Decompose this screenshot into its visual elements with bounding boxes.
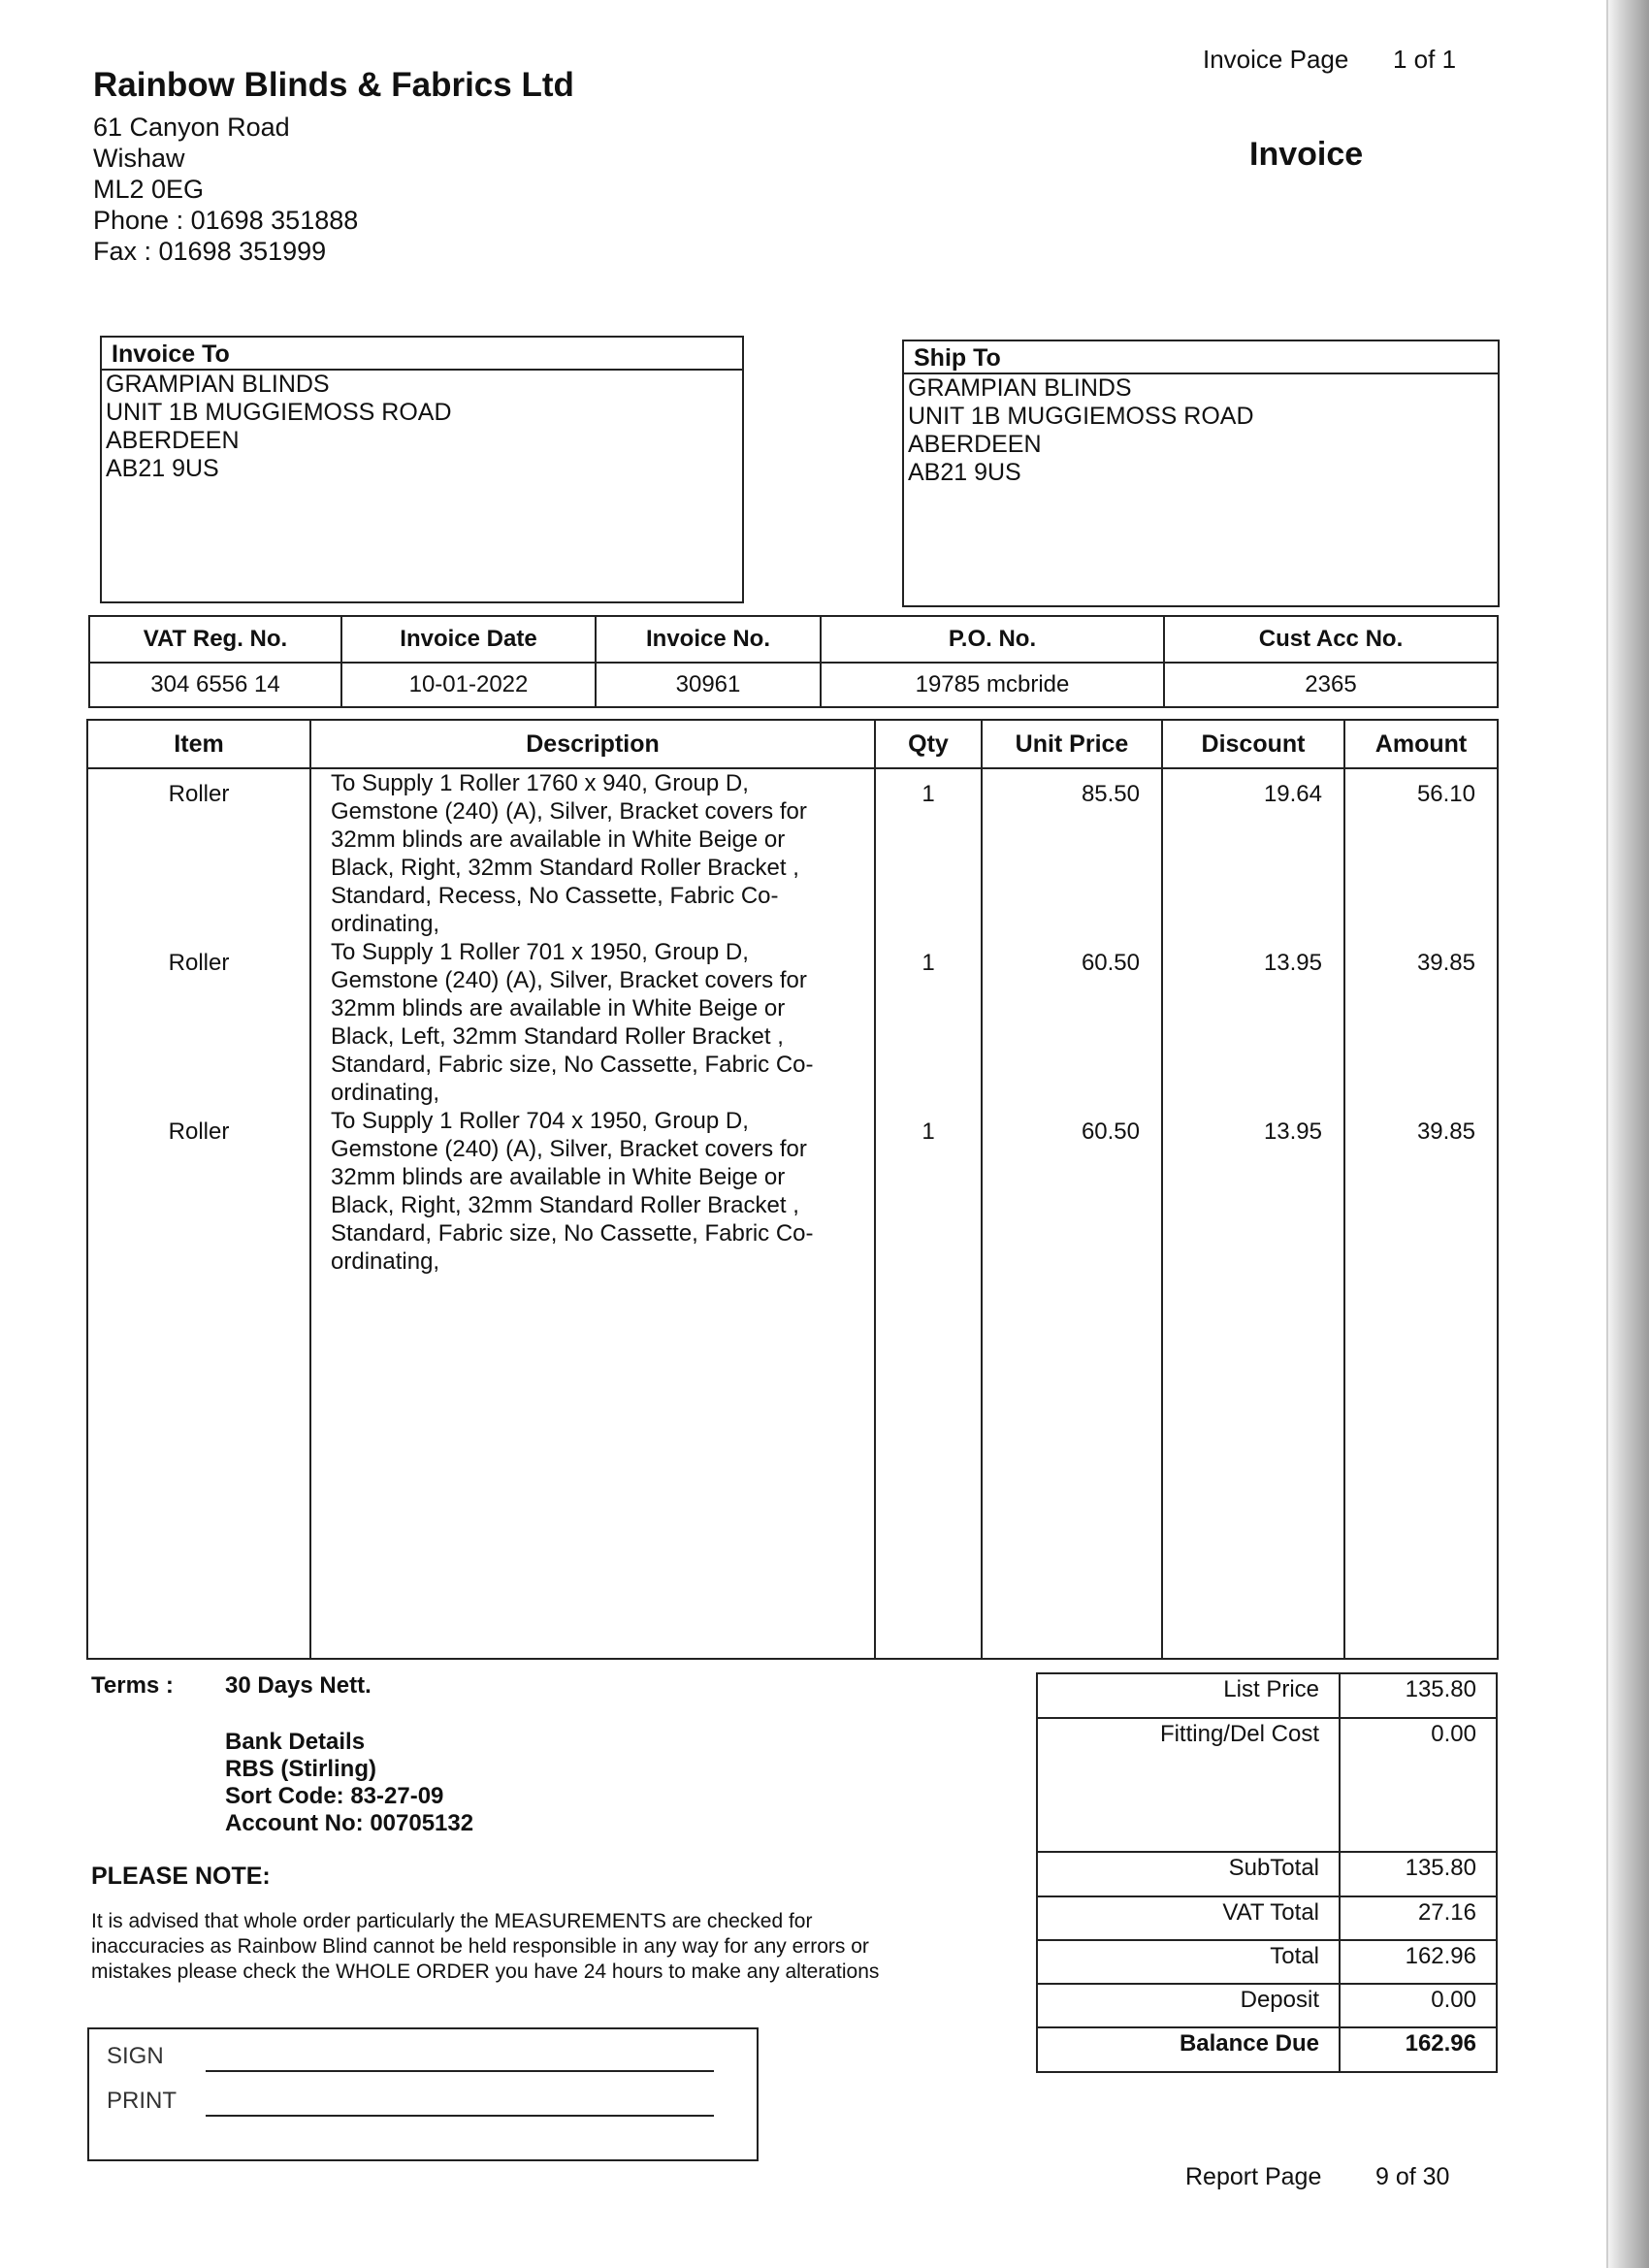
description-line: To Supply 1 Roller 704 x 1950, Group D, (331, 1108, 749, 1134)
cust-acc-value: 2365 (1164, 663, 1498, 707)
invoice-date-header: Invoice Date (341, 616, 596, 663)
vat-total-label: VAT Total (1037, 1896, 1340, 1940)
balance-due-label: Balance Due (1037, 2027, 1340, 2072)
qty-cell: 1 (875, 938, 982, 1107)
description-column-header: Description (310, 720, 875, 768)
fitting-cost-label: Fitting/Del Cost (1037, 1718, 1340, 1852)
ship-to-box (902, 340, 1500, 607)
document-title: Invoice (1249, 136, 1364, 173)
company-name: Rainbow Blinds & Fabrics Ltd (93, 66, 574, 104)
description-line: 32mm blinds are available in White Beige or (331, 1164, 786, 1190)
deposit-label: Deposit (1037, 1984, 1340, 2027)
totals-row (1037, 1940, 1497, 1984)
company-address-line: ML2 0EG (93, 175, 205, 204)
description-line: 32mm blinds are available in White Beige or (331, 995, 786, 1021)
terms-value: 30 Days Nett. (225, 1672, 372, 1699)
ship-to-line: GRAMPIAN BLINDS (908, 374, 1132, 402)
ship-to-heading: Ship To (904, 341, 1498, 374)
amount-cell: 39.85 (1344, 938, 1498, 1107)
note-line: mistakes please check the WHOLE ORDER you have 24 hours to make any alterations (91, 1960, 880, 1983)
description-line: Gemstone (240) (A), Silver, Bracket covers for (331, 798, 807, 825)
bank-account-no: Account No: 00705132 (225, 1810, 474, 1836)
report-page-number: 9 of 30 (1375, 2163, 1450, 2190)
invoice-to-line: UNIT 1B MUGGIEMOSS ROAD (106, 399, 452, 426)
sign-box (87, 2027, 759, 2161)
vat-reg-value: 304 6556 14 (89, 663, 341, 707)
totals-row (1037, 1718, 1497, 1852)
description-line: 32mm blinds are available in White Beige or (331, 826, 786, 853)
vat-total-value: 27.16 (1340, 1896, 1497, 1940)
po-no-header: P.O. No. (821, 616, 1164, 663)
invoice-to-box (100, 336, 744, 603)
amount-cell: 56.10 (1344, 768, 1498, 938)
description-line: Black, Right, 32mm Standard Roller Bracket , (331, 1192, 799, 1218)
terms-label: Terms : (91, 1672, 174, 1699)
item-cell: Roller (87, 768, 310, 938)
ship-to-line: AB21 9US (908, 459, 1021, 486)
company-address-line: 61 Canyon Road (93, 113, 290, 142)
note-line: inaccuracies as Rainbow Blind cannot be held responsible in any way for any errors or (91, 1935, 869, 1958)
page-number: 1 of 1 (1393, 45, 1457, 74)
totals-row (1037, 2027, 1497, 2072)
scan-edge-shadow (1608, 0, 1649, 2268)
page-label: Invoice Page (1203, 45, 1349, 74)
qty-cell: 1 (875, 1107, 982, 1276)
description-cell (310, 768, 875, 938)
table-row (87, 938, 1498, 1107)
bank-details-heading: Bank Details (225, 1729, 366, 1755)
company-address-line: Wishaw (93, 144, 185, 173)
bank-name: RBS (Stirling) (225, 1756, 376, 1782)
please-note-text (91, 1909, 984, 1985)
invoice-no-header: Invoice No. (596, 616, 821, 663)
description-line: ordinating, (331, 1248, 440, 1275)
invoice-no-value: 30961 (596, 663, 821, 707)
totals-row (1037, 1673, 1497, 1718)
totals-row (1037, 1984, 1497, 2027)
discount-cell: 13.95 (1162, 1107, 1344, 1276)
totals-row (1037, 1852, 1497, 1896)
description-line: ordinating, (331, 911, 440, 937)
report-page-label: Report Page (1185, 2163, 1322, 2190)
items-table (86, 719, 1499, 1660)
sign-line[interactable] (206, 2070, 714, 2072)
discount-cell: 13.95 (1162, 938, 1344, 1107)
description-line: Black, Right, 32mm Standard Roller Bracket , (331, 855, 799, 881)
please-note-title: PLEASE NOTE: (91, 1863, 271, 1890)
item-cell: Roller (87, 938, 310, 1107)
amount-column-header: Amount (1344, 720, 1498, 768)
company-fax: Fax : 01698 351999 (93, 237, 327, 266)
invoice-info-table (88, 615, 1499, 708)
table-row (87, 1107, 1498, 1276)
amount-cell: 39.85 (1344, 1107, 1498, 1276)
print-line[interactable] (206, 2115, 714, 2117)
note-line: It is advised that whole order particularly the MEASUREMENTS are checked for (91, 1910, 813, 1932)
cust-acc-header: Cust Acc No. (1164, 616, 1498, 663)
qty-cell: 1 (875, 768, 982, 938)
list-price-label: List Price (1037, 1673, 1340, 1718)
description-line: Black, Left, 32mm Standard Roller Bracket , (331, 1023, 784, 1050)
description-line: To Supply 1 Roller 1760 x 940, Group D, (331, 770, 749, 796)
description-line: Gemstone (240) (A), Silver, Bracket covers for (331, 1136, 807, 1162)
discount-cell: 19.64 (1162, 768, 1344, 938)
item-column-header: Item (87, 720, 310, 768)
invoice-to-line: ABERDEEN (106, 427, 240, 454)
item-cell: Roller (87, 1107, 310, 1276)
totals-table (1036, 1672, 1498, 2073)
unit-price-cell: 60.50 (982, 1107, 1162, 1276)
invoice-to-heading: Invoice To (102, 338, 742, 371)
vat-reg-header: VAT Reg. No. (89, 616, 341, 663)
description-cell (310, 1107, 875, 1276)
description-line: ordinating, (331, 1080, 440, 1106)
description-cell (310, 938, 875, 1107)
invoice-to-line: AB21 9US (106, 455, 219, 482)
balance-due-value: 162.96 (1340, 2027, 1497, 2072)
invoice-date-value: 10-01-2022 (341, 663, 596, 707)
subtotal-value: 135.80 (1340, 1852, 1497, 1896)
bank-sort-code: Sort Code: 83-27-09 (225, 1783, 444, 1809)
po-no-value: 19785 mcbride (821, 663, 1164, 707)
sign-label: SIGN (107, 2043, 164, 2069)
deposit-value: 0.00 (1340, 1984, 1497, 2027)
print-label: PRINT (107, 2088, 177, 2114)
fitting-cost-value: 0.00 (1340, 1718, 1497, 1852)
unit-price-cell: 60.50 (982, 938, 1162, 1107)
description-line: Gemstone (240) (A), Silver, Bracket covers for (331, 967, 807, 993)
description-line: Standard, Fabric size, No Cassette, Fabric Co- (331, 1220, 814, 1247)
list-price-value: 135.80 (1340, 1673, 1497, 1718)
total-label: Total (1037, 1940, 1340, 1984)
unit-price-column-header: Unit Price (982, 720, 1162, 768)
ship-to-line: ABERDEEN (908, 431, 1042, 458)
discount-column-header: Discount (1162, 720, 1344, 768)
total-value: 162.96 (1340, 1940, 1497, 1984)
qty-column-header: Qty (875, 720, 982, 768)
invoice-to-line: GRAMPIAN BLINDS (106, 371, 330, 398)
company-phone: Phone : 01698 351888 (93, 206, 359, 235)
ship-to-line: UNIT 1B MUGGIEMOSS ROAD (908, 403, 1254, 430)
description-line: Standard, Recess, No Cassette, Fabric Co- (331, 883, 779, 909)
table-row (87, 768, 1498, 938)
totals-row (1037, 1896, 1497, 1940)
subtotal-label: SubTotal (1037, 1852, 1340, 1896)
description-line: To Supply 1 Roller 701 x 1950, Group D, (331, 939, 749, 965)
description-line: Standard, Fabric size, No Cassette, Fabric Co- (331, 1052, 814, 1078)
table-filler-row (87, 1276, 1498, 1659)
unit-price-cell: 85.50 (982, 768, 1162, 938)
